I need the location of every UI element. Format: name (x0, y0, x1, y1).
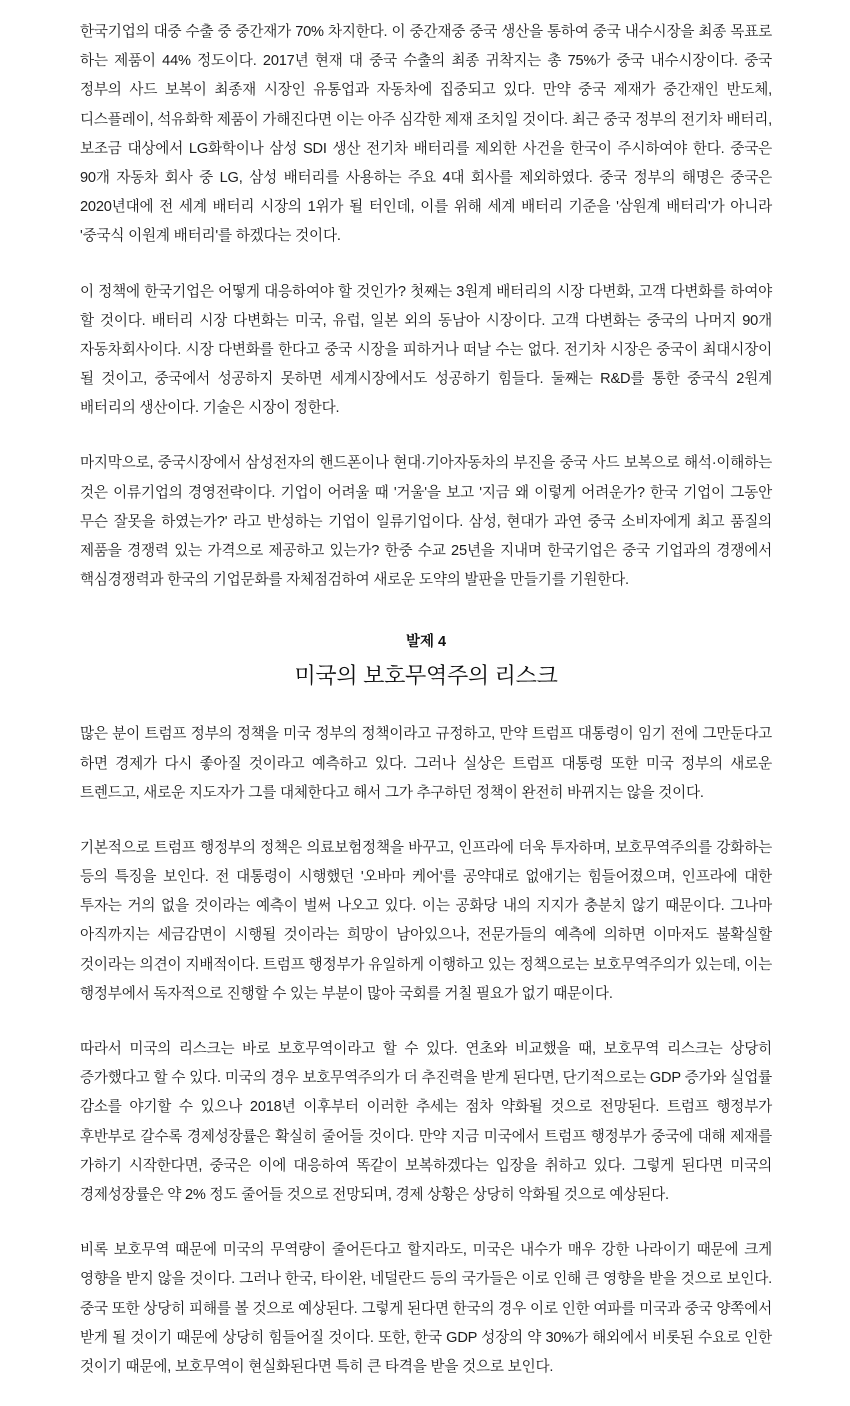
paragraph-2: 이 정책에 한국기업은 어떻게 대응하여야 할 것인가? 첫째는 3원계 배터리의 시장 다변화, 고객 다변화를 하여야 할 것이다. 배터리 시장 다변화는 미국, 유럽, 일본 외의 동남아 시장이다. 고객 다변화는 중국의 나머지 90개 자동차회사이다. 시장 다변화를 한다고 중국 시장을 피하거나 떠날 수는 없다. 전기차 시장은 중국이 최대시장이 될 것이고, 중국에서 성공하지 못하면 세계시장에서도 성공하기 힘들다. 둘째는 R&D를 통한 중국식 2원계 배터리의 생산이다. 기술은 시장이 정한다. (80, 283, 772, 417)
section-title: 미국의 보호무역주의 리스크 (294, 662, 558, 688)
paragraph-7: 비록 보호무역 때문에 미국의 무역량이 줄어든다고 할지라도, 미국은 내수가 매우 강한 나라이기 때문에 크게 영향을 받지 않을 것이다. 그러나 한국, 타이완, 네덜란드 등의 국가들은 이로 인해 큰 영향을 받을 것으로 보인다. 중국 또한 상당히 피해를 볼 것으로 예상된다. 그렇게 된다면 한국의 경우 이로 인한 여파를 미국과 중국 양쪽에서 받게 될 것이기 때문에 상당히 힘들어질 것이다. 또한, 한국 GDP 성장의 약 30%가 해외에서 비롯된 수요로 인한 것이기 때문에, 보호무역이 현실화된다면 특히 큰 타격을 받을 것으로 보인다. (80, 1242, 772, 1375)
paragraph-4: 많은 분이 트럼프 정부의 정책을 미국 정부의 정책이라고 규정하고, 만약 트럼프 대통령이 임기 전에 그만둔다고 하면 경제가 다시 좋아질 것이라고 예측하고 있다. 그러나 실상은 트럼프 대통령 또한 미국 정부의 새로운 트렌드고, 새로운 지도자가 그를 대체한다고 해서 그가 추구하던 정책이 완전히 바뀌지는 않을 것이다. (80, 726, 772, 801)
paragraph-5: 기본적으로 트럼프 행정부의 정책은 의료보험정책을 바꾸고, 인프라에 더욱 투자하며, 보호무역주의를 강화하는 등의 특징을 보인다. 전 대통령이 시행했던 '오바마 케어'를 공약대로 없애기는 힘들어졌으며, 인프라에 대한 투자는 거의 없을 것이라는 예측이 벌써 나오고 있다. 이는 공화당 내의 지지가 충분치 않기 때문이다. 그나마 아직까지는 세금감면이 시행될 것이라는 희망이 남아있으나, 전문가들의 예측에 의하면 이마저도 불확실할 것이라는 의견이 지배적이다. 트럼프 행정부가 유일하게 이행하고 있는 정책으로는 보호무역주의가 있는데, 이는 행정부에서 독자적으로 진행할 수 있는 부분이 많아 국회를 거칠 필요가 없기 때문이다. (80, 839, 772, 1002)
paragraph-6: 따라서 미국의 리스크는 바로 보호무역이라고 할 수 있다. 연초와 비교했을 때, 보호무역 리스크는 상당히 증가했다고 할 수 있다. 미국의 경우 보호무역주의가 더 추진력을 받게 된다면, 단기적으로는 GDP 증가와 실업률 감소를 야기할 수 있으나 2018년 이후부터 이러한 추세는 점차 약화될 것으로 전망된다. 트럼프 행정부가 후반부로 갈수록 경제성장률은 확실히 줄어들 것이다. 만약 지금 미국에서 트럼프 행정부가 중국에 대해 제재를 가하기 시작한다면, 중국은 이에 대응하여 똑같이 보복하겠다는 입장을 취하고 있다. 그렇게 된다면 미국의 경제성장률은 약 2% 정도 줄어들 것으로 전망되며, 경제 상황은 상당히 악화될 것으로 예상된다. (80, 1041, 772, 1203)
paragraph-1: 한국기업의 대중 수출 중 중간재가 70% 차지한다. 이 중간재중 중국 생산을 통하여 중국 내수시장을 최종 목표로 하는 제품이 44% 정도이다. 2017년 현재 대 중국 수출의 최종 귀착지는 총 75%가 중국 내수시장이다. 중국 정부의 사드 보복이 최종재 시장인 유통업과 자동차에 집중되고 있다. 만약 중국 제재가 중간재인 반도체, 디스플레이, 석유화학 제품이 가해진다면 이는 아주 심각한 제재 조치일 것이다. 최근 중국 정부의 전기차 배터리, 보조금 대상에서 LG화학이나 삼성 SDI 생산 전기차 배터리를 제외한 사건을 한국이 주시하여야 한다. 중국은 90개 자동차 회사 중 LG, 삼성 배터리를 사용하는 주요 4대 회사를 제외하였다. 중국 정부의 해명은 중국은 2020년대에 전 세계 배터리 시장의 1위가 될 터인데, 이를 위해 세계 배터리 기준을 '삼원계 배터리'가 아니라 '중국식 이원계 배터리'를 하겠다는 것이다. (80, 24, 772, 245)
section-heading (80, 629, 772, 694)
paragraph-3: 마지막으로, 중국시장에서 삼성전자의 핸드폰이나 현대·기아자동차의 부진을 중국 사드 보복으로 해석·이해하는 것은 이류기업의 경영전략이다. 기업이 어려울 때 '거울'을 보고 '지금 왜 이렇게 어려운가? 한국 기업이 그동안 무슨 잘못을 하였는가?' 라고 반성하는 기업이 일류기업이다. 삼성, 현대가 과연 중국 소비자에게 최고 품질의 제품을 경쟁력 있는 가격으로 제공하고 있는가? 한중 수교 25년을 지내며 한국기업은 중국 기업과의 경쟁에서 핵심경쟁력과 한국의 기업문화를 자체점검하여 새로운 도약의 발판을 만들기를 기원한다. (80, 455, 772, 589)
section-label: 발제 4 (405, 634, 447, 651)
